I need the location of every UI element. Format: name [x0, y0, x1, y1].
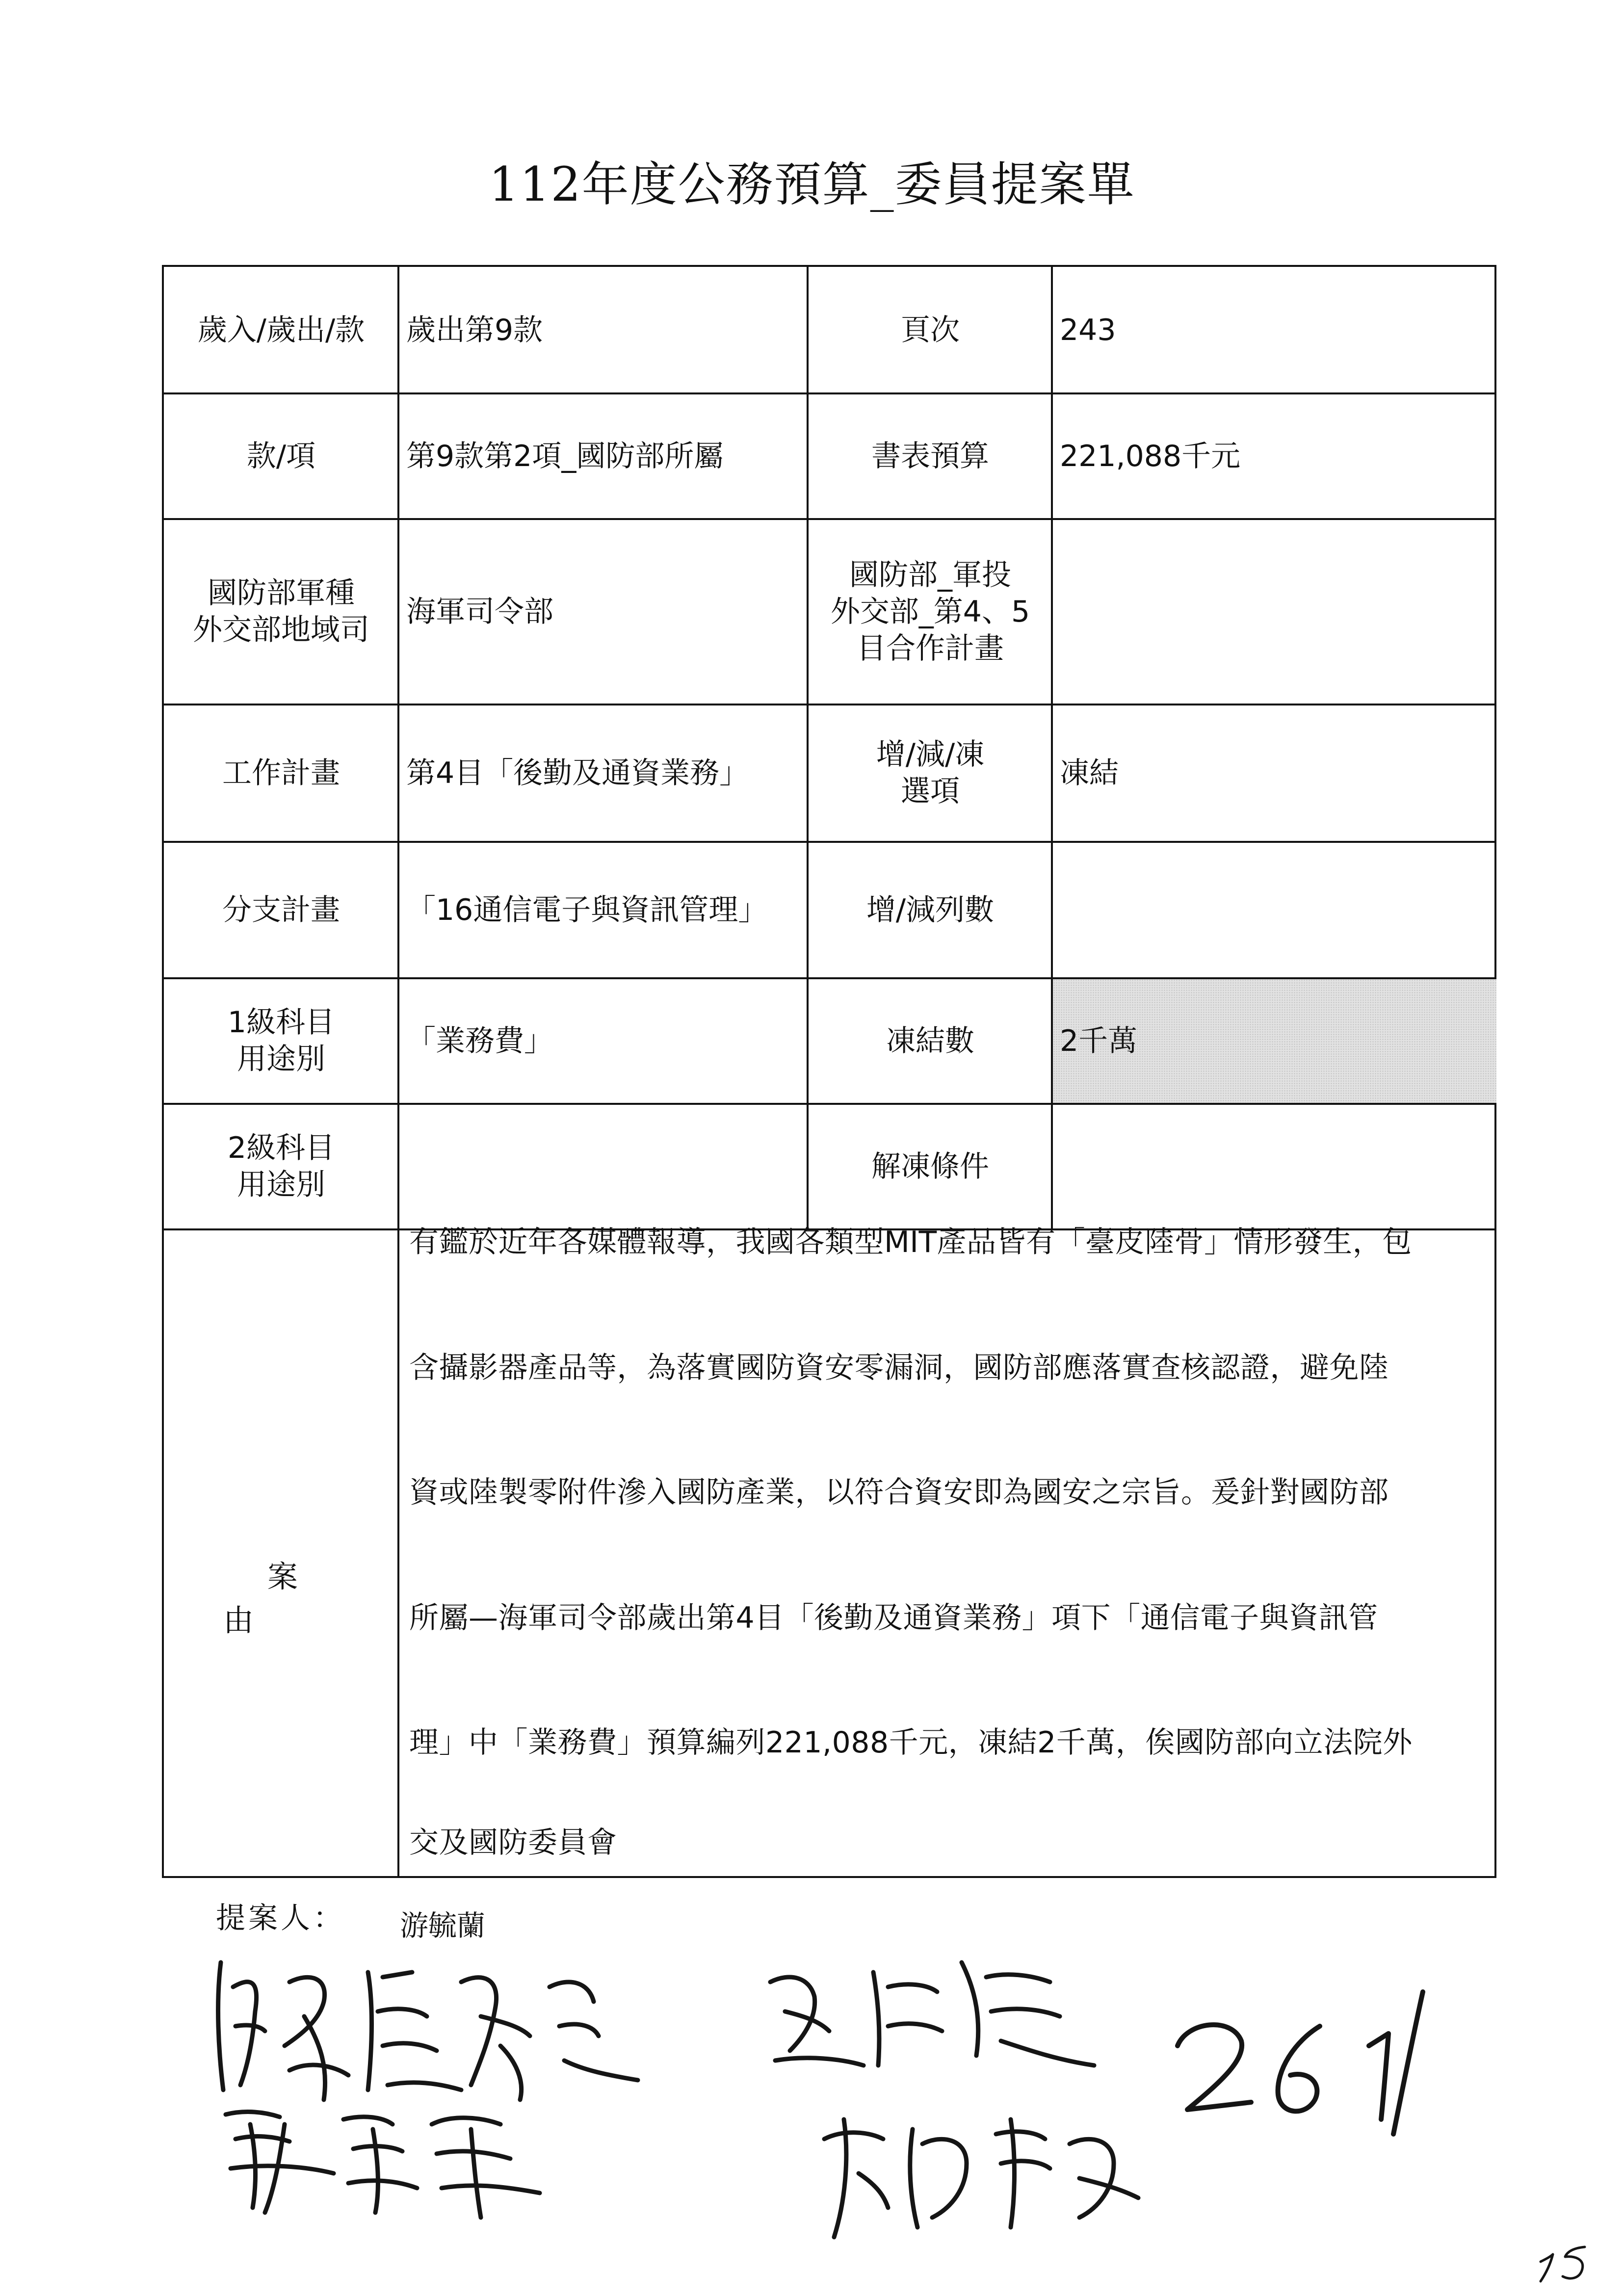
- value-cell: [1053, 979, 1494, 1103]
- handwritten-number: [1158, 1987, 1433, 2139]
- value-cell: [399, 843, 807, 977]
- field-label: 款/項: [246, 439, 316, 473]
- handwritten-signature: [756, 1943, 1109, 2090]
- field-label: 分支計畫: [222, 892, 340, 927]
- field-value: 歲出第9款: [406, 313, 543, 347]
- field-label: 國防部_軍投 外交部_第4、5 目合作計畫: [830, 557, 1030, 666]
- proposer-name: 游毓蘭: [400, 1909, 486, 1942]
- page-title: 112年度公務預算_委員提案單: [489, 157, 1135, 212]
- label-cell: [809, 267, 1052, 393]
- field-value: 「業務費」: [406, 1023, 553, 1058]
- field-label: 增/減/凍 選項: [876, 737, 985, 809]
- value-cell: [1053, 520, 1494, 704]
- field-label: 工作計畫: [222, 756, 340, 790]
- field-label: 頁次: [901, 313, 960, 347]
- field-value: 2千萬: [1060, 1023, 1138, 1058]
- label-cell: [164, 520, 398, 704]
- field-label: 2級科目 用途別: [227, 1131, 335, 1202]
- reason-line: 有鑑於近年各媒體報導，我國各類型MIT產品皆有「臺皮陸骨」情形發生，包: [409, 1225, 1412, 1259]
- handwritten-signature: [805, 2100, 1158, 2247]
- field-label: 國防部軍種 外交部地域司: [193, 576, 369, 647]
- field-label: 解凍條件: [871, 1149, 989, 1184]
- handwritten-signature: [206, 1943, 648, 2119]
- reason-line: 所屬—海軍司令部歲出第4目「後勤及通資業務」項下「通信電子與資訊管: [409, 1601, 1378, 1635]
- value-cell: [399, 520, 807, 704]
- value-cell: [1053, 267, 1494, 393]
- handwritten-page-mark: [1531, 2237, 1609, 2286]
- label-cell: [809, 1105, 1052, 1228]
- label-cell: [164, 1105, 398, 1228]
- reason-label: 案由: [223, 1559, 386, 1638]
- field-value: 海軍司令部: [406, 594, 553, 629]
- proposer-label: 提案人：: [216, 1901, 345, 1935]
- field-value: 第9款第2項_國防部所屬: [406, 439, 724, 473]
- value-cell: [1053, 1105, 1494, 1228]
- label-cell: [809, 520, 1052, 704]
- handwritten-signature: [206, 2095, 579, 2222]
- reason-line: 含攝影器產品等，為落實國防資安零漏洞，國防部應落實查核認證，避免陸: [409, 1351, 1389, 1385]
- field-label: 書表預算: [871, 439, 989, 473]
- value-cell: [399, 979, 807, 1103]
- field-label: 凍結數: [886, 1023, 974, 1058]
- proposal-form-table: [162, 265, 1496, 1878]
- label-cell: [809, 705, 1052, 841]
- field-value: 「16通信電子與資訊管理」: [406, 892, 768, 927]
- field-label: 1級科目 用途別: [227, 1005, 335, 1076]
- value-cell: [399, 394, 807, 518]
- label-cell: [164, 979, 398, 1103]
- field-label: 歲入/歲出/款: [197, 313, 365, 347]
- value-cell: [1053, 843, 1494, 977]
- reason-line: 理」中「業務費」預算編列221,088千元，凍結2千萬，俟國防部向立法院外: [409, 1725, 1413, 1760]
- field-label: 增/減列數: [866, 892, 995, 927]
- label-cell: [809, 394, 1052, 518]
- field-value: 221,088千元: [1060, 439, 1241, 473]
- value-cell: [1053, 705, 1494, 841]
- reason-line: 資或陸製零附件滲入國防產業，以符合資安即為國安之宗旨。爰針對國防部: [409, 1475, 1389, 1510]
- field-value: 第4目「後勤及通資業務」: [406, 756, 749, 790]
- label-cell: [809, 843, 1052, 977]
- label-cell: [164, 705, 398, 841]
- label-cell: [164, 843, 398, 977]
- field-value: 243: [1060, 313, 1116, 347]
- label-cell: [164, 394, 398, 518]
- value-cell: [399, 1105, 807, 1228]
- label-cell: [164, 267, 398, 393]
- value-cell: [1053, 394, 1494, 518]
- label-cell: [809, 979, 1052, 1103]
- value-cell: [399, 267, 807, 393]
- value-cell: [399, 705, 807, 841]
- reason-line: 交及國防委員會: [409, 1826, 617, 1860]
- field-value: 凍結: [1060, 756, 1119, 790]
